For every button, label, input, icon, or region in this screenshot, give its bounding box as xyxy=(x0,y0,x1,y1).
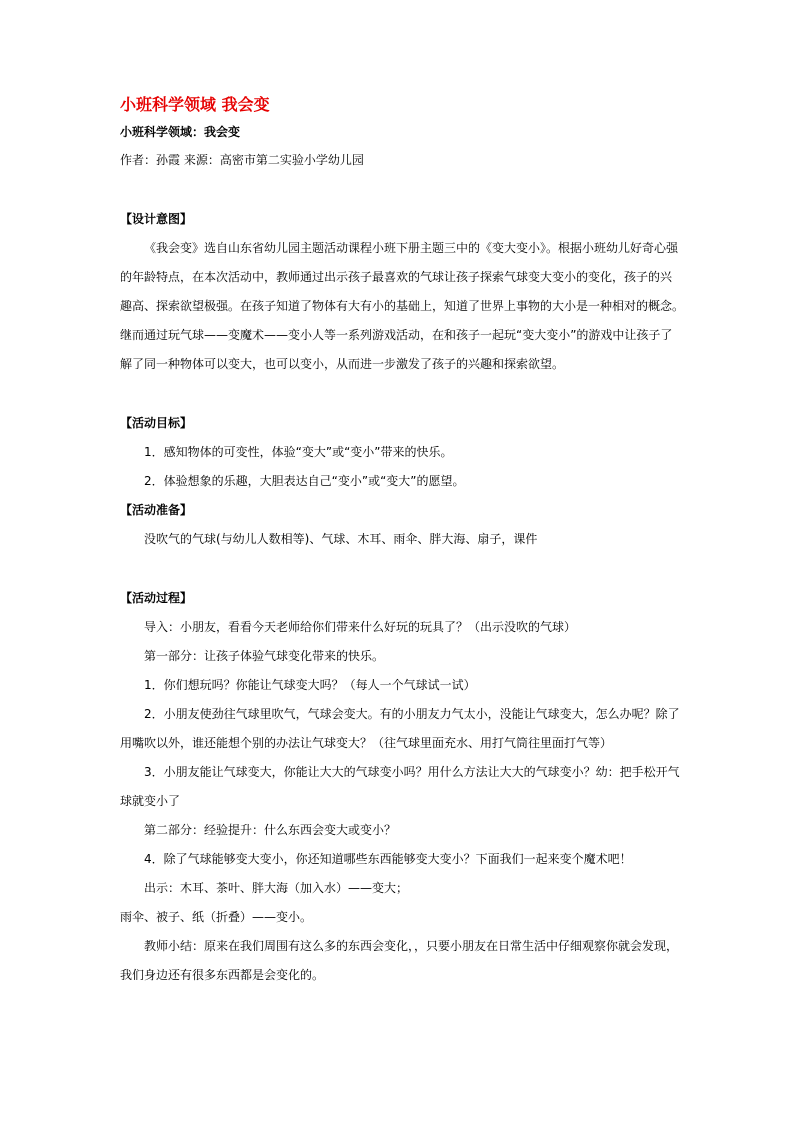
page-title: 小班科学领域 我会变 xyxy=(120,95,270,114)
goals-heading: 【活动目标】 xyxy=(120,416,193,430)
prep-heading: 【活动准备】 xyxy=(120,503,193,517)
process-line: 1．你们想玩吗？你能让气球变大吗？（每人一个气球试一试） xyxy=(144,678,476,692)
design-line: 继而通过玩气球——变魔术——变小人等一系列游戏活动，在和孩子一起玩“变大变小”的游戏中让孩子了 xyxy=(120,328,673,342)
process-line: 球就变小了 xyxy=(120,794,181,808)
process-line: 教师小结：原来在我们周围有这么多的东西会变化，，只要小朋友在日常生活中仔细观察你就会发现， xyxy=(144,939,679,953)
process-line: 导入：小朋友，看看今天老师给你们带来什么好玩的玩具了？（出示没吹的气球） xyxy=(144,620,577,634)
process-heading: 【活动过程】 xyxy=(120,591,193,605)
goal-item: 1．感知物体的可变性，体验“变大”或“变小”带来的快乐。 xyxy=(144,445,453,459)
prep-text: 没吹气的气球(与幼儿人数相等)、气球、木耳、雨伞、胖大海、扇子，课件 xyxy=(144,532,538,546)
process-line: 出示：木耳、茶叶、胖大海（加入水）——变大； xyxy=(144,881,409,895)
design-heading: 【设计意图】 xyxy=(120,212,193,226)
process-line: 第一部分：让孩子体验气球变化带来的快乐。 xyxy=(144,649,385,663)
process-line: 雨伞、被子、纸（折叠）——变小。 xyxy=(120,910,313,924)
process-line: 用嘴吹以外，谁还能想个别的办法让气球变大？（往气球里面充水、用打气筒往里面打气等） xyxy=(120,736,613,750)
process-line: 2．小朋友使劲往气球里吹气，气球会变大。有的小朋友力气太小，没能让气球变大，怎么办呢？除了 xyxy=(144,707,680,721)
goal-item: 2．体验想象的乐趣，大胆表达自己“变小”或“变大”的愿望。 xyxy=(144,474,465,488)
design-line: 的年龄特点，在本次活动中，教师通过出示孩子最喜欢的气球让孩子探索气球变大变小的变化，孩子的兴 xyxy=(120,270,673,284)
design-line: 解了同一种物体可以变大，也可以变小，从而进一步激发了孩子的兴趣和探索欲望。 xyxy=(120,357,565,371)
process-line: 4．除了气球能够变大变小，你还知道哪些东西能够变大变小？下面我们一起来变个魔术吧！ xyxy=(144,852,632,866)
design-line: 《我会变》选自山东省幼儿园主题活动课程小班下册主题三中的《变大变小》。根据小班幼儿好奇心强 xyxy=(144,241,679,255)
author-line: 作者：孙霞 来源：高密市第二实验小学幼儿园 xyxy=(120,153,364,167)
process-line: 我们身边还有很多东西都是会变化的。 xyxy=(120,968,325,982)
subtitle: 小班科学领域：我会变 xyxy=(120,125,241,139)
process-line: 3．小朋友能让气球变大，你能让大大的气球变小吗？用什么方法让大大的气球变小？幼：把手松开气 xyxy=(144,765,680,779)
process-line: 第二部分：经验提升：什么东西会变大或变小？ xyxy=(144,823,397,837)
design-line: 趣高、探索欲望极强。在孩子知道了物体有大有小的基础上，知道了世界上事物的大小是一种相对的概念。 xyxy=(120,299,685,313)
